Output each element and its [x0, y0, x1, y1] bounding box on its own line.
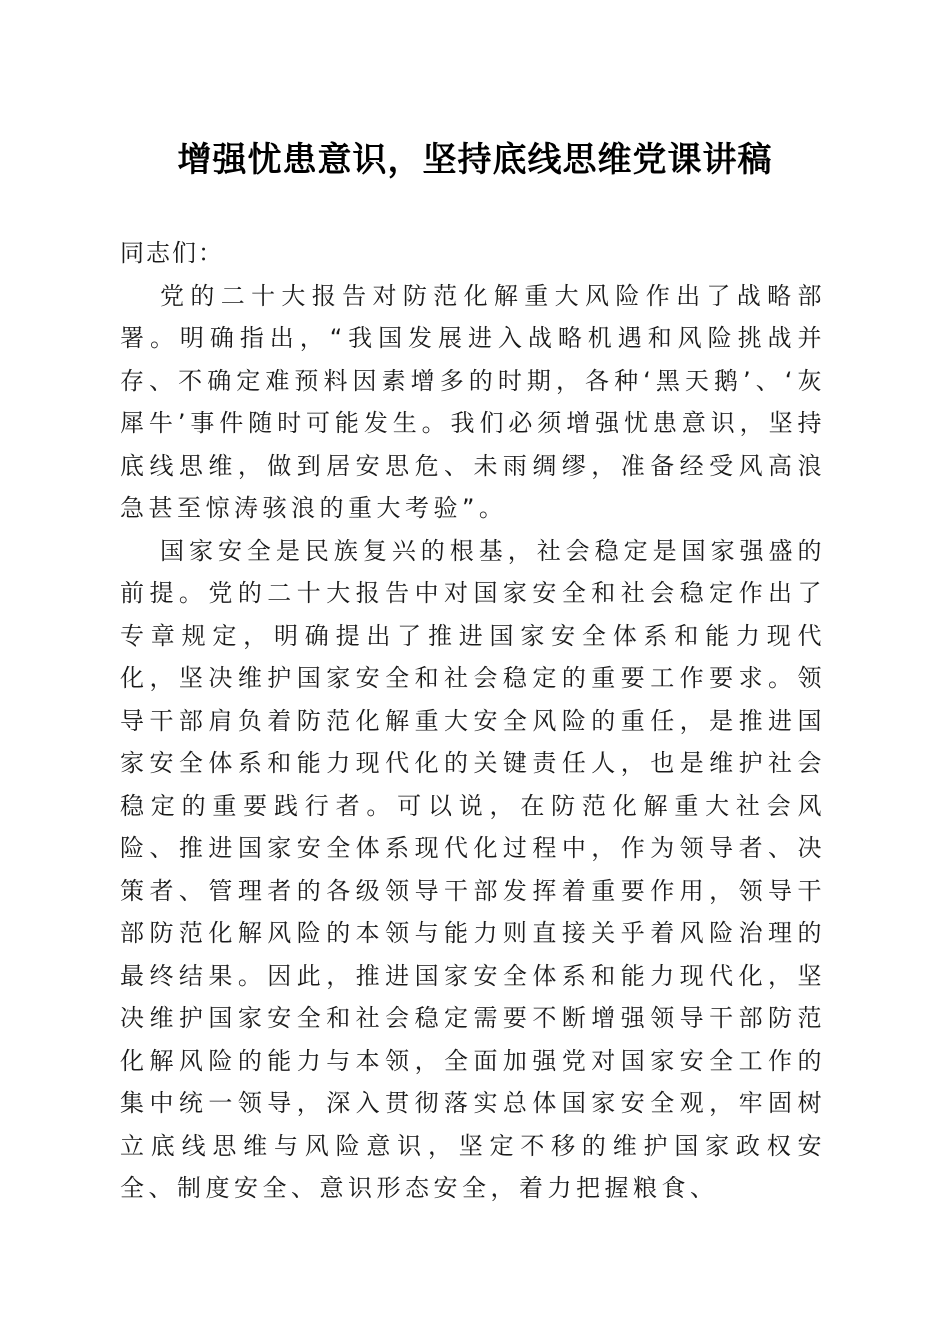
paragraph-2: 国家安全是民族复兴的根基，社会稳定是国家强盛的前提。党的二十大报告中对国家安全和社会稳定作出了专章规定，明确提出了推进国家安全体系和能力现代化，坚决维护国家安全和社会稳定的重要工作要求。领导干部肩负着防范化解重大安全风险的重任，是推进国家安全体系和能力现代化的关键责任人，也是维护社会稳定的重要践行者。可以说，在防范化解重大社会风险、推进国家安全体系现代化过程中，作为领导者、决策者、管理者的各级领导干部发挥着重要作用，领导干部防范化解风险的本领与能力则直接关乎着风险治理的最终结果。因此，推进国家安全体系和能力现代化，坚决维护国家安全和社会稳定需要不断增强领导干部防范化解风险的能力与本领，全面加强党对国家安全工作的集中统一领导，深入贯彻落实总体国家安全观，牢固树立底线思维与风险意识，坚定不移的维护国家政权安全、制度安全、意识形态安全，着力把握粮食、 [120, 536, 826, 1202]
document-title: 增强忧患意识，坚持底线思维党课讲稿 [177, 140, 773, 180]
document-body [120, 232, 826, 1210]
paragraph-1: 党的二十大报告对防范化解重大风险作出了战略部署。明确指出，“我国发展进入战略机遇和风险挑战并存、不确定难预料因素增多的时期，各种‘黑天鹅’、‘灰犀牛’事件随时可能发生。我们必须增强忧患意识，坚持底线思维，做到居安思危、未雨绸缪，准备经受风高浪急甚至惊涛骇浪的重大考验”。 [120, 281, 826, 522]
salutation: 同志们： [120, 239, 224, 267]
